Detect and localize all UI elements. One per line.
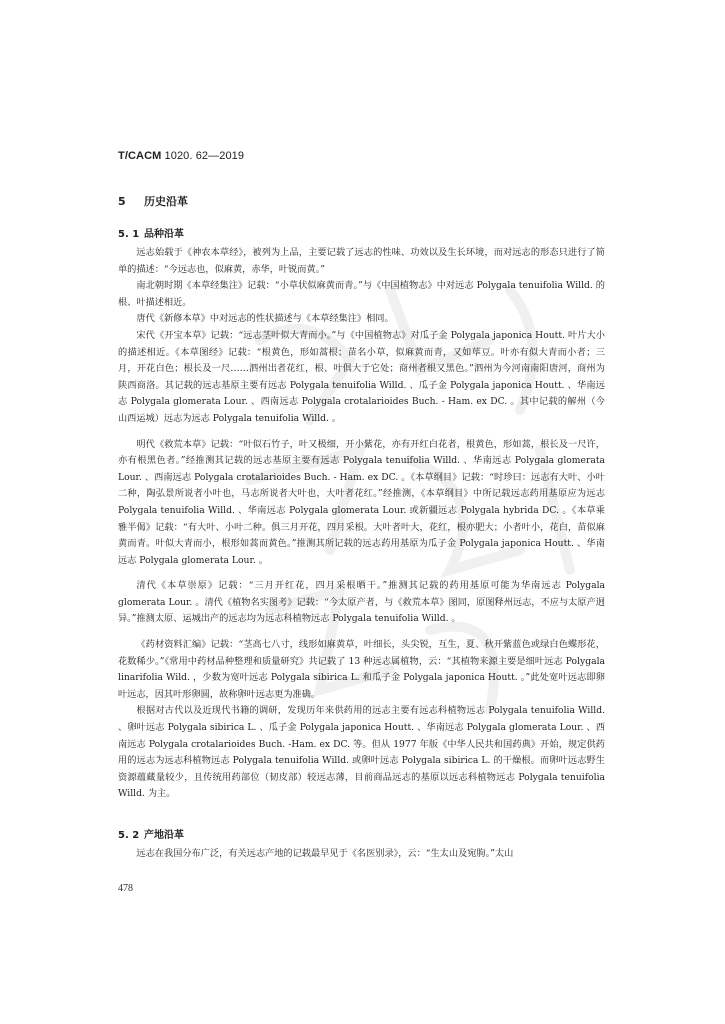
standard-code-header [118, 150, 244, 162]
paragraph: 宋代《开宝本草》记载：“远志茎叶似大青而小。”与《中国植物志》对瓜子金 Polygala japonica Houtt. 叶片大小的描述相近。《本草图经》记载：“根黄色，形如蒿根；苗名小草，似麻黄而青，又如荜豆。叶亦有似大青而小者；三月，开花白色；根长及一尺……泗州出者花红，根、叶俱大于它处；商州者根又黑色。”泗州为今河南南阳唐河，商州为陕西商洛。其记载的远志基原主要有远志 Polygala tenuifolia Willd. 、瓜子金 Polygala japonica Houtt. 、华南远志 Polygala glomerata Lour. 、西南远志 Polygala crotalarioides Buch. - Ham. ex DC. 。其中记载的解州（今山西运城）远志为远志 Polygala tenuifolia Willd. 。 [118, 329, 605, 424]
standard-code: T/CACM [118, 150, 162, 162]
section-number: 5 [118, 195, 126, 208]
subsection-number: 5. 1 [118, 229, 140, 240]
subsection-title: 产地沿革 [144, 830, 184, 841]
page-number: 478 [118, 883, 133, 894]
paragraph: 根据对古代以及近现代书籍的调研，发现历年来供药用的远志主要有远志科植物远志 Polygala tenuifolia Willd. 、卵叶远志 Polygala sibirica L. 、瓜子金 Polygala japonica Houtt. 、华南远志 Polygala glomerata Lour. 、西南远志 Polygala crotalarioides Buch. -Ham. ex DC. 等。但从 1977 年版《中华人民共和国药典》开始，规定供药用的远志为远志科植物远志 Polygala tenuifolia Willd. 或卵叶远志 Polygala sibirica L. 的干燥根。而卵叶远志野生资源蕴藏量较少，且传统用药部位（韧皮部）较远志薄，目前商品远志的基原以远志科植物远志 Polygala tenuifolia Willd. 为主。 [118, 705, 605, 800]
subsection-title: 品种沿革 [144, 229, 184, 240]
paragraph: 明代《救荒本草》记载：“叶似石竹子，叶又极细，开小紫花，亦有开红白花者，根黄色，形如蒿，根长及一尺许，亦有根黑色者。”经推测其记载的远志基原主要有远志 Polygala tenuifolia Willd. 、华南远志 Polygala glomerata Lour. 、西南远志 Polygala crotalarioides Buch. - Ham. ex DC. 。《本草纲目》记载：“时珍曰：远志有大叶、小叶二种，陶弘景所说者小叶也，马志所说者大叶也，大叶者花红。”经推测，《本草纲目》中所记载远志药用基原应为远志 Polygala tenuifolia Willd. 、华南远志 Polygala glomerata Lour. 或新疆远志 Polygala hybrida DC. 。《本草乘雅半偈》记载：“有大叶、小叶二种。俱三月开花，四月采根。大叶者叶大，花红，根亦肥大；小者叶小，花白，苗似麻黄而青。叶似大青而小，根形如蒿而黄色。”推测其所记载的远志药用基原为瓜子金 Polygala japonica Houtt. 、华南远志 Polygala glomerata Lour. 。 [118, 438, 605, 566]
paragraph: 南北朝时期《本草经集注》记载：“小草状似麻黄而青。”与《中国植物志》中对远志 Polygala tenuifolia Willd. 的根、叶描述相近。 [118, 280, 605, 308]
standard-number: 1020. 62—2019 [164, 150, 245, 162]
paragraph: 清代《本草崇原》记载：“三月开红花，四月采根晒干。”推测其记载的药用基原可能为华南远志 Polygala glomerata Lour. 。清代《植物名实图考》记载：“今太原产者，与《救荒本草》图同，原图释州远志，不应与太原产迥异。”推测太原、运城出产的远志均为远志科植物远志 Polygala tenuifolia Willd. 。 [118, 580, 605, 625]
subsection-heading-origin [118, 826, 184, 841]
origin-history-body [118, 846, 605, 863]
paragraph: 远志始载于《神农本草经》，被列为上品，主要记载了远志的性味、功效以及生长环境，而对远志的形态只进行了简单的描述：“今远志也，似麻黄，赤华，叶锐而黄。” [118, 247, 605, 275]
section-title: 历史沿革 [144, 195, 188, 208]
variety-history-body [118, 245, 605, 803]
subsection-heading-variety [118, 225, 184, 240]
section-heading [118, 193, 188, 209]
paragraph: 远志在我国分布广泛，有关远志产地的记载最早见于《名医别录》，云：“生太山及宛朐。”太山 [136, 848, 514, 859]
paragraph: 《药材资料汇编》记载：“茎高七八寸，线形如麻黄草，叶细长，头尖锐，互生，夏、秋开紫蓝色或绿白色蝶形花，花数稀少。”《常用中药材品种整理和质量研究》共记载了 13 种远志属植物，云：“其植物来源主要是细叶远志 Polygala linarifolia Wild. ，少数为宽叶远志 Polygala sibirica L. 和瓜子金 Polygala japonica Houtt. 。”此处宽叶远志即卵叶远志，因其叶形卵圆，故称卵叶远志更为准确。 [118, 639, 605, 700]
paragraph: 唐代《新修本草》中对远志的性状描述与《本草经集注》相同。 [136, 313, 394, 325]
subsection-number: 5. 2 [118, 830, 140, 841]
